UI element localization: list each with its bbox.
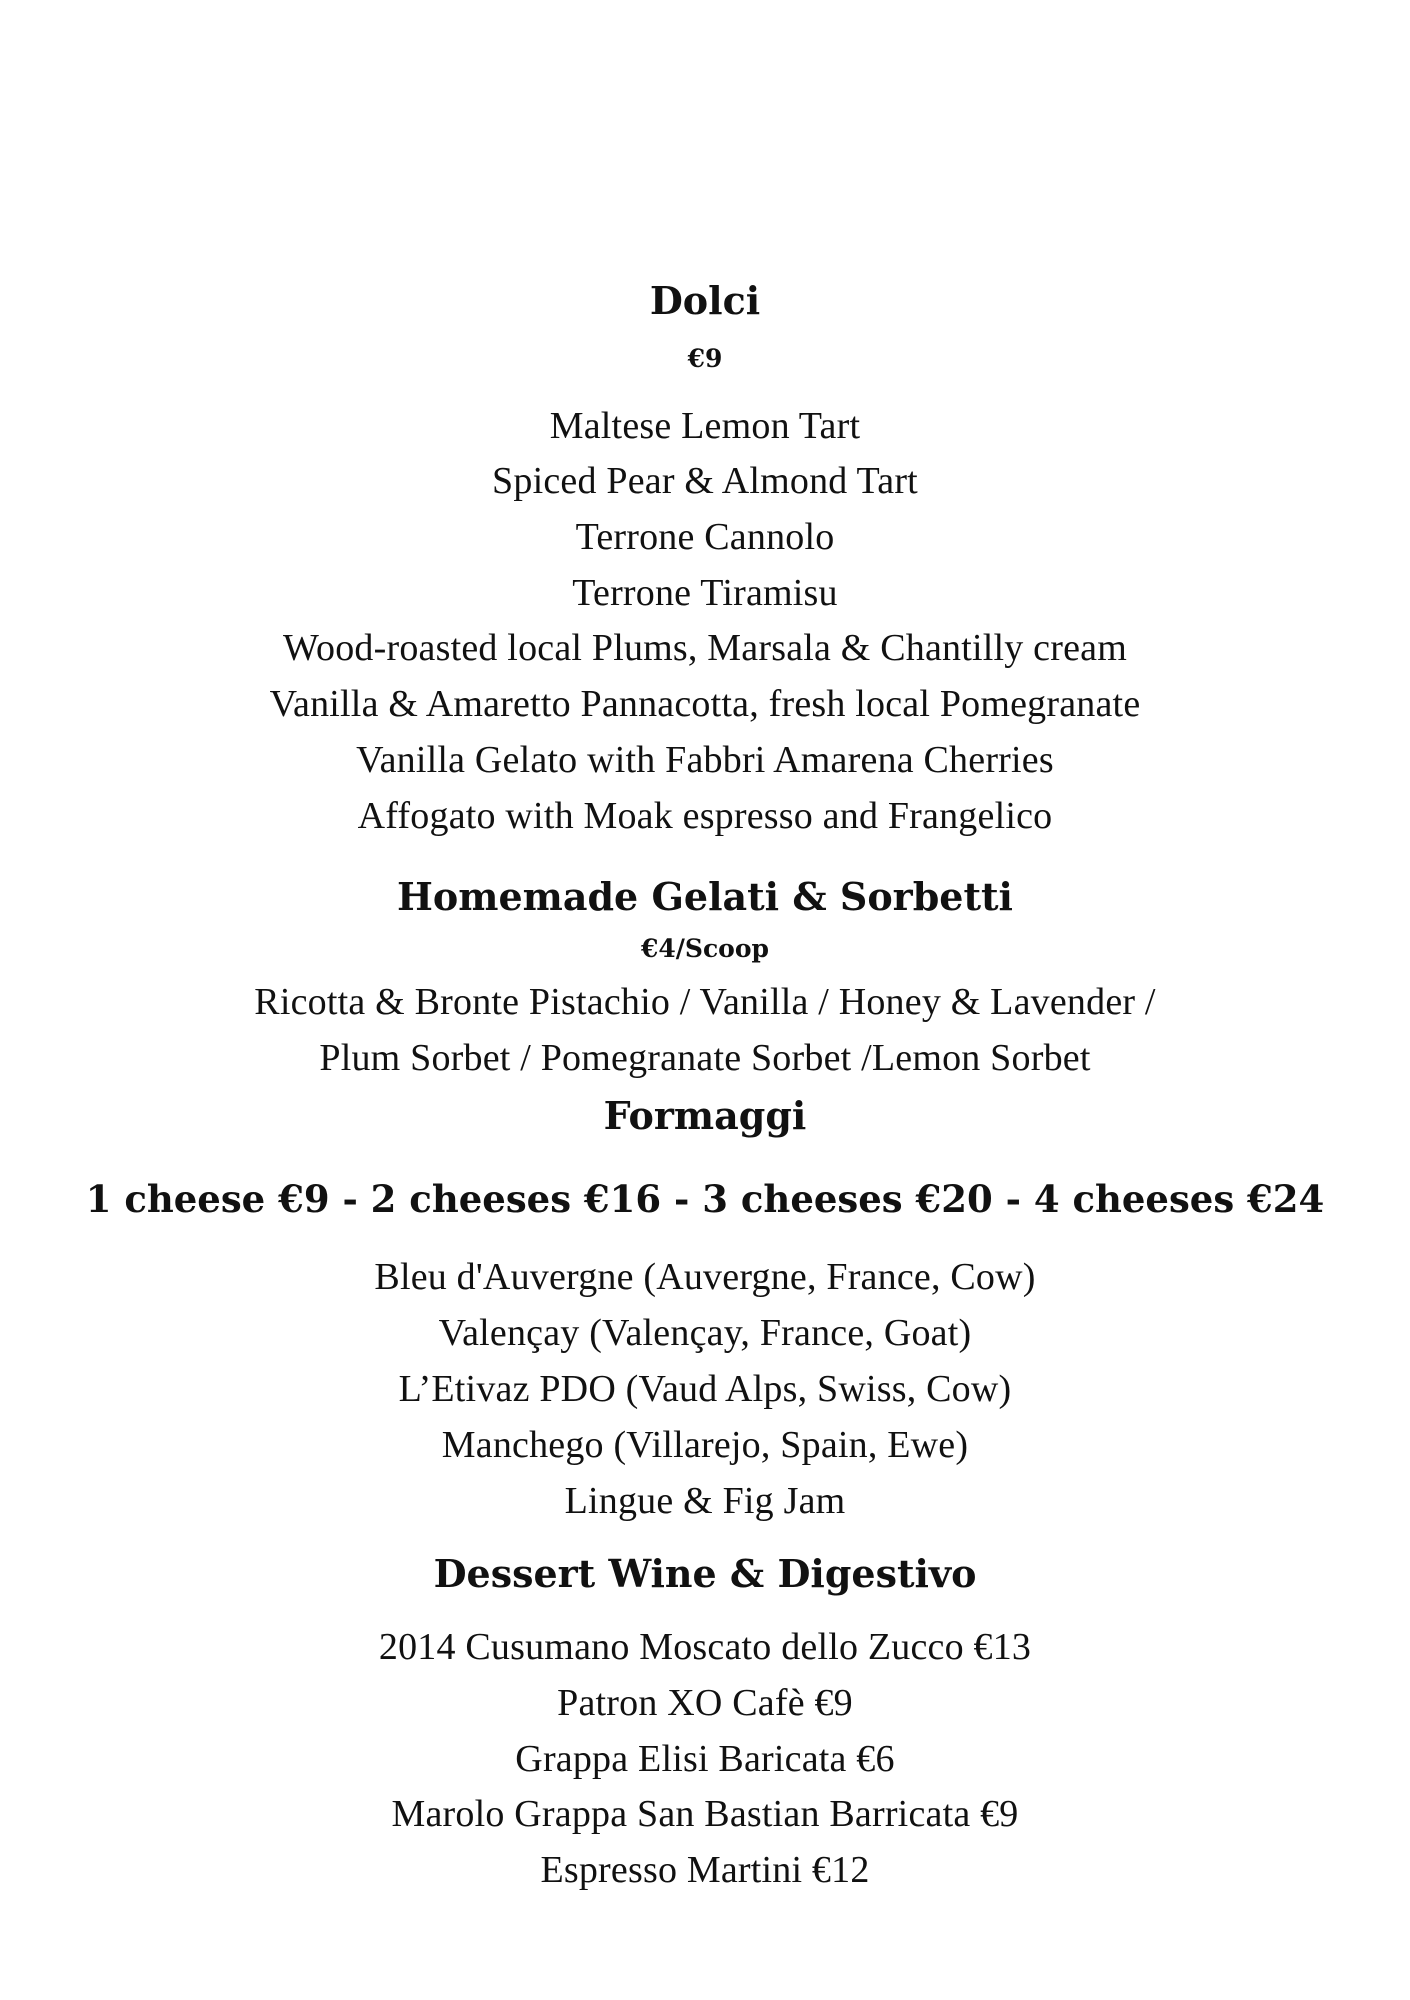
dolci-item: Wood-roasted local Plums, Marsala & Chantilly cream	[283, 627, 1127, 669]
dolci-title: Dolci	[649, 278, 761, 323]
dolci-item: Vanilla & Amaretto Pannacotta, fresh local Pomegranate	[269, 683, 1141, 725]
dolci-item: Maltese Lemon Tart	[549, 405, 861, 447]
formaggi-item: L’Etivaz PDO (Vaud Alps, Swiss, Cow)	[398, 1368, 1012, 1410]
gelati-title: Homemade Gelati & Sorbetti	[397, 874, 1013, 919]
formaggi-item: Manchego (Villarejo, Spain, Ewe)	[441, 1424, 969, 1466]
formaggi-item: Bleu d'Auvergne (Auvergne, France, Cow)	[374, 1256, 1036, 1298]
dolci-item: Affogato with Moak espresso and Frangelico	[357, 795, 1053, 837]
dessert-wine-item: 2014 Cusumano Moscato dello Zucco €13	[378, 1626, 1032, 1668]
gelati-line: Plum Sorbet / Pomegranate Sorbet /Lemon Sorbet	[319, 1037, 1091, 1079]
gelati-line: Ricotta & Bronte Pistachio / Vanilla / Honey & Lavender /	[254, 981, 1156, 1023]
dessert-wine-item: Patron XO Cafè €9	[557, 1682, 853, 1724]
dolci-item: Vanilla Gelato with Fabbri Amarena Cherries	[356, 739, 1054, 781]
formaggi-item: Valençay (Valençay, France, Goat)	[438, 1312, 972, 1354]
formaggi-price-line: 1 cheese €9 - 2 cheeses €16 - 3 cheeses €20 - 4 cheeses €24	[85, 1177, 1325, 1221]
formaggi-title: Formaggi	[603, 1093, 807, 1138]
dessert-wine-item: Marolo Grappa San Bastian Barricata €9	[391, 1793, 1019, 1835]
dessert-wine-item: Espresso Martini €12	[540, 1849, 870, 1891]
gelati-price: €4/Scoop	[640, 934, 770, 963]
dessert-wine-title: Dessert Wine & Digestivo	[433, 1551, 977, 1596]
formaggi-item: Lingue & Fig Jam	[564, 1480, 846, 1522]
dolci-price: €9	[687, 344, 723, 373]
dolci-item: Spiced Pear & Almond Tart	[492, 460, 918, 502]
dolci-item: Terrone Tiramisu	[572, 572, 838, 614]
dessert-wine-item: Grappa Elisi Baricata €6	[515, 1738, 895, 1780]
dolci-item: Terrone Cannolo	[575, 516, 835, 558]
